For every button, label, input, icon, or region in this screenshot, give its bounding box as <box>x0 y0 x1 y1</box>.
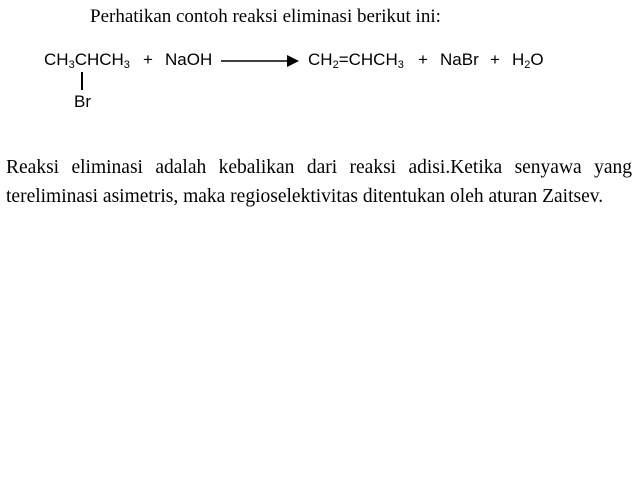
reactant-subscript: 3 <box>68 59 75 71</box>
product-subscript: 2 <box>332 59 339 71</box>
reactant-part: CH <box>44 50 69 69</box>
reactant-subscript: 3 <box>123 59 130 71</box>
reagent-formula: NaOH <box>165 50 213 69</box>
slide-title: Perhatikan contoh reaksi eliminasi berikut ini: <box>90 6 441 27</box>
product-subscript: 3 <box>397 59 404 71</box>
reaction-equation <box>0 44 638 120</box>
reactant-part: CHCH <box>74 50 124 69</box>
product-part: H <box>512 50 525 69</box>
product-part: CH <box>308 50 333 69</box>
plus-sign: + <box>490 50 500 69</box>
product-alkene-formula <box>308 50 404 71</box>
reactant-formula <box>44 50 130 71</box>
product-water-formula <box>512 50 544 71</box>
product-salt-formula: NaBr <box>440 50 479 69</box>
explanation-paragraph: Reaksi eliminasi adalah kebalikan dari reaksi adisi.Ketika senyawa yang tereliminasi asimetris, maka regioselektivitas ditentukan oleh aturan Zaitsev. <box>6 157 632 207</box>
plus-sign: + <box>143 50 153 69</box>
product-part: =CHCH <box>338 50 398 69</box>
product-subscript: 2 <box>524 59 531 71</box>
bromine-bond-line <box>81 72 83 90</box>
reaction-arrow-icon <box>221 54 301 68</box>
product-part: O <box>530 50 544 69</box>
plus-sign: + <box>418 50 428 69</box>
bromine-substituent: Br <box>74 92 91 111</box>
